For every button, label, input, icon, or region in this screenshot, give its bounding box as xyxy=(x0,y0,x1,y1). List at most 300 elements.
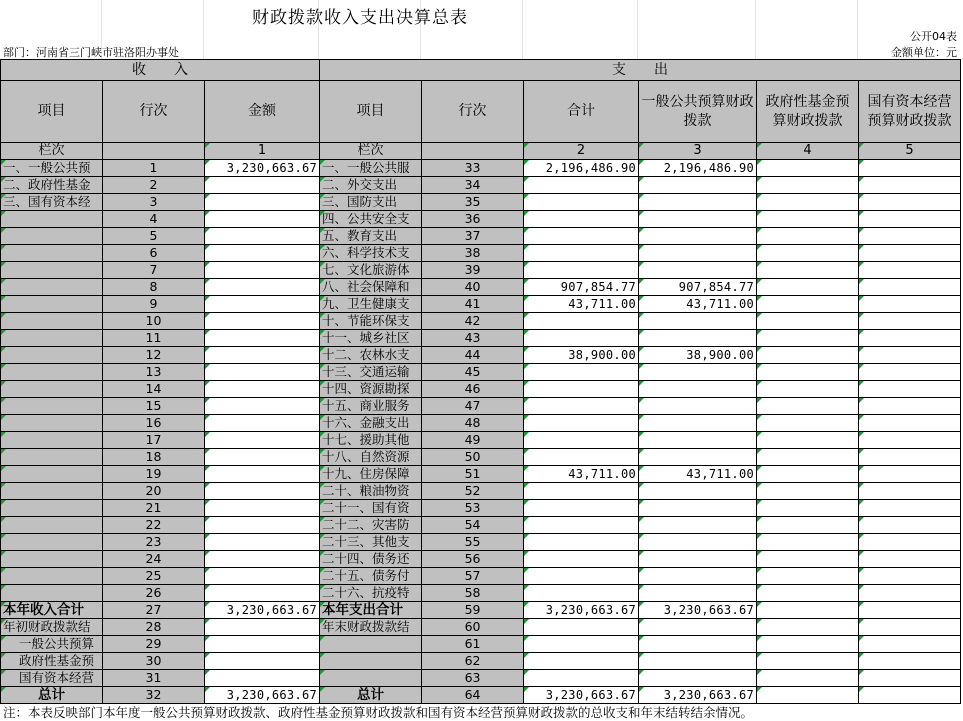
general-budget-amount-cell: 3,230,663.67 xyxy=(639,687,757,704)
income-amount-cell xyxy=(205,415,320,432)
table-row xyxy=(1,449,961,466)
total-amount-cell xyxy=(524,653,639,670)
income-line-cell: 23 xyxy=(103,534,205,551)
expense-line-cell: 51 xyxy=(422,466,524,483)
total-amount-cell xyxy=(524,619,639,636)
income-line-cell: 8 xyxy=(103,279,205,296)
general-budget-amount-cell xyxy=(639,415,757,432)
general-budget-amount-cell xyxy=(639,364,757,381)
income-line-cell: 6 xyxy=(103,245,205,262)
expense-item-cell: 六、科学技术支 xyxy=(320,245,422,262)
state-capital-amount-cell xyxy=(859,194,961,211)
gov-fund-amount-cell xyxy=(757,245,859,262)
income-amount-cell xyxy=(205,670,320,687)
table-row xyxy=(1,551,961,568)
expense-line-cell: 33 xyxy=(422,160,524,177)
total-amount-cell xyxy=(524,228,639,245)
state-capital-amount-cell xyxy=(859,211,961,228)
expense-item-cell: 五、教育支出 xyxy=(320,228,422,245)
expense-item-cell: 七、文化旅游体 xyxy=(320,262,422,279)
table-row xyxy=(1,364,961,381)
state-capital-amount-cell xyxy=(859,534,961,551)
table-row xyxy=(1,313,961,330)
income-line-cell: 12 xyxy=(103,347,205,364)
income-amount-cell xyxy=(205,432,320,449)
col-number-blank xyxy=(422,143,524,160)
income-item-cell xyxy=(1,483,103,500)
state-capital-amount-cell xyxy=(859,653,961,670)
income-line-cell: 31 xyxy=(103,670,205,687)
income-item-cell xyxy=(1,466,103,483)
income-line-cell: 7 xyxy=(103,262,205,279)
income-amount-cell xyxy=(205,279,320,296)
col-number-3: 3 xyxy=(639,143,757,160)
grid-line xyxy=(857,0,858,59)
expense-line-cell: 56 xyxy=(422,551,524,568)
report-title: 财政拨款收入支出决算总表 xyxy=(252,8,468,28)
income-amount-cell xyxy=(205,653,320,670)
expense-item-cell: 十二、农林水支 xyxy=(320,347,422,364)
grid-line xyxy=(203,0,204,59)
general-budget-amount-cell xyxy=(639,177,757,194)
income-amount-cell xyxy=(205,534,320,551)
expense-line-cell: 48 xyxy=(422,415,524,432)
income-line-cell: 5 xyxy=(103,228,205,245)
amount-unit: 金额单位：元 xyxy=(891,46,957,59)
table-row xyxy=(1,245,961,262)
table-row xyxy=(1,381,961,398)
income-line-cell: 18 xyxy=(103,449,205,466)
income-amount-cell: 3,230,663.67 xyxy=(205,160,320,177)
total-amount-cell: 2,196,486.90 xyxy=(524,160,639,177)
income-amount-cell xyxy=(205,262,320,279)
expense-item-cell: 十七、援助其他 xyxy=(320,432,422,449)
general-budget-amount-cell xyxy=(639,432,757,449)
income-amount-cell: 3,230,663.67 xyxy=(205,602,320,619)
income-line-cell: 30 xyxy=(103,653,205,670)
general-budget-amount-cell: 3,230,663.67 xyxy=(639,602,757,619)
table-row xyxy=(1,619,961,636)
grid-line xyxy=(522,0,523,59)
gov-fund-amount-cell xyxy=(757,228,859,245)
expense-line-cell: 61 xyxy=(422,636,524,653)
general-budget-amount-cell xyxy=(639,517,757,534)
total-amount-cell xyxy=(524,534,639,551)
income-item-cell xyxy=(1,228,103,245)
income-line-cell: 4 xyxy=(103,211,205,228)
expense-item-cell: 十五、商业服务 xyxy=(320,398,422,415)
expense-line-cell: 63 xyxy=(422,670,524,687)
income-amount-cell xyxy=(205,228,320,245)
col-header-expense-item: 项目 xyxy=(320,81,422,143)
expense-line-cell: 58 xyxy=(422,585,524,602)
income-item-cell: 政府性基金预 xyxy=(1,653,103,670)
state-capital-amount-cell xyxy=(859,330,961,347)
expense-line-cell: 57 xyxy=(422,568,524,585)
total-amount-cell xyxy=(524,568,639,585)
state-capital-amount-cell xyxy=(859,568,961,585)
expense-item-cell: 十、节能环保支 xyxy=(320,313,422,330)
total-amount-cell xyxy=(524,483,639,500)
gov-fund-amount-cell xyxy=(757,381,859,398)
expense-item-cell xyxy=(320,636,422,653)
expense-item-cell: 十九、住房保障 xyxy=(320,466,422,483)
form-code: 公开04表 xyxy=(910,30,957,43)
income-line-cell: 32 xyxy=(103,687,205,704)
state-capital-amount-cell xyxy=(859,670,961,687)
general-budget-amount-cell xyxy=(639,483,757,500)
expense-item-cell: 九、卫生健康支 xyxy=(320,296,422,313)
expense-line-cell: 53 xyxy=(422,500,524,517)
table-row xyxy=(1,585,961,602)
income-item-cell xyxy=(1,517,103,534)
col-number-blank xyxy=(103,143,205,160)
table-row xyxy=(1,670,961,687)
state-capital-amount-cell xyxy=(859,364,961,381)
col-header-gov-fund: 政府性基金预算财政拨款 xyxy=(757,81,859,143)
income-amount-cell xyxy=(205,551,320,568)
state-capital-amount-cell xyxy=(859,415,961,432)
expense-line-cell: 62 xyxy=(422,653,524,670)
income-item-cell xyxy=(1,432,103,449)
gov-fund-amount-cell xyxy=(757,534,859,551)
table-row xyxy=(1,568,961,585)
col-number-2: 2 xyxy=(524,143,639,160)
gov-fund-amount-cell xyxy=(757,398,859,415)
total-amount-cell xyxy=(524,313,639,330)
total-amount-cell xyxy=(524,381,639,398)
expense-line-cell: 38 xyxy=(422,245,524,262)
expense-line-cell: 59 xyxy=(422,602,524,619)
gov-fund-amount-cell xyxy=(757,585,859,602)
income-line-cell: 19 xyxy=(103,466,205,483)
expense-item-cell: 四、公共安全支 xyxy=(320,211,422,228)
general-budget-amount-cell xyxy=(639,670,757,687)
col-header-state-capital: 国有资本经营预算财政拨款 xyxy=(859,81,961,143)
income-amount-cell xyxy=(205,194,320,211)
general-budget-amount-cell xyxy=(639,313,757,330)
total-amount-cell xyxy=(524,415,639,432)
expense-item-cell: 二十二、灾害防 xyxy=(320,517,422,534)
income-item-cell: 总计 xyxy=(1,687,103,704)
col-number-5: 5 xyxy=(859,143,961,160)
gov-fund-amount-cell xyxy=(757,211,859,228)
state-capital-amount-cell xyxy=(859,636,961,653)
expense-item-cell: 十六、金融支出 xyxy=(320,415,422,432)
income-line-cell: 22 xyxy=(103,517,205,534)
expense-item-cell xyxy=(320,653,422,670)
table-row xyxy=(1,500,961,517)
total-amount-cell: 3,230,663.67 xyxy=(524,602,639,619)
expense-item-cell xyxy=(320,670,422,687)
total-amount-cell xyxy=(524,398,639,415)
expense-line-cell: 44 xyxy=(422,347,524,364)
expense-line-cell: 34 xyxy=(422,177,524,194)
income-amount-cell xyxy=(205,585,320,602)
total-amount-cell xyxy=(524,670,639,687)
general-budget-amount-cell xyxy=(639,449,757,466)
table-row xyxy=(1,347,961,364)
expense-line-cell: 49 xyxy=(422,432,524,449)
income-line-cell: 2 xyxy=(103,177,205,194)
income-line-cell: 25 xyxy=(103,568,205,585)
total-amount-cell xyxy=(524,449,639,466)
income-amount-cell xyxy=(205,568,320,585)
general-budget-amount-cell: 43,711.00 xyxy=(639,296,757,313)
general-budget-amount-cell xyxy=(639,330,757,347)
table-row xyxy=(1,483,961,500)
col-number-label: 栏次 xyxy=(320,143,422,160)
income-amount-cell xyxy=(205,398,320,415)
table-row xyxy=(1,602,961,619)
state-capital-amount-cell xyxy=(859,313,961,330)
expense-line-cell: 54 xyxy=(422,517,524,534)
expense-line-cell: 39 xyxy=(422,262,524,279)
gov-fund-amount-cell xyxy=(757,347,859,364)
expense-item-cell: 八、社会保障和 xyxy=(320,279,422,296)
expense-line-cell: 41 xyxy=(422,296,524,313)
state-capital-amount-cell xyxy=(859,245,961,262)
table-row xyxy=(1,279,961,296)
general-budget-amount-cell xyxy=(639,398,757,415)
gov-fund-amount-cell xyxy=(757,330,859,347)
general-budget-amount-cell: 38,900.00 xyxy=(639,347,757,364)
general-budget-amount-cell xyxy=(639,245,757,262)
income-line-cell: 3 xyxy=(103,194,205,211)
state-capital-amount-cell xyxy=(859,466,961,483)
income-item-cell xyxy=(1,313,103,330)
expense-line-cell: 60 xyxy=(422,619,524,636)
col-header-income-line: 行次 xyxy=(103,81,205,143)
general-budget-amount-cell xyxy=(639,194,757,211)
gov-fund-amount-cell xyxy=(757,551,859,568)
income-amount-cell xyxy=(205,466,320,483)
total-amount-cell xyxy=(524,636,639,653)
state-capital-amount-cell xyxy=(859,398,961,415)
department-label: 部门：河南省三门峡市驻洛阳办事处 xyxy=(3,46,179,59)
expense-line-cell: 43 xyxy=(422,330,524,347)
income-amount-cell xyxy=(205,619,320,636)
general-budget-amount-cell xyxy=(639,551,757,568)
expense-item-cell: 二十一、国有资 xyxy=(320,500,422,517)
expense-line-cell: 42 xyxy=(422,313,524,330)
income-item-cell: 一般公共预算 xyxy=(1,636,103,653)
general-budget-amount-cell xyxy=(639,534,757,551)
general-budget-amount-cell xyxy=(639,500,757,517)
general-budget-amount-cell: 2,196,486.90 xyxy=(639,160,757,177)
income-item-cell xyxy=(1,347,103,364)
income-item-cell: 国有资本经营 xyxy=(1,670,103,687)
general-budget-amount-cell xyxy=(639,636,757,653)
expense-line-cell: 45 xyxy=(422,364,524,381)
grid-line xyxy=(755,0,756,59)
income-item-cell xyxy=(1,381,103,398)
col-number-4: 4 xyxy=(757,143,859,160)
general-budget-amount-cell xyxy=(639,568,757,585)
general-budget-amount-cell: 43,711.00 xyxy=(639,466,757,483)
table-row xyxy=(1,228,961,245)
expense-item-cell: 本年支出合计 xyxy=(320,602,422,619)
grid-line xyxy=(637,0,638,59)
gov-fund-amount-cell xyxy=(757,670,859,687)
col-header-income-item: 项目 xyxy=(1,81,103,143)
gov-fund-amount-cell xyxy=(757,500,859,517)
table-row xyxy=(1,687,961,704)
table-row xyxy=(1,653,961,670)
table-row xyxy=(1,517,961,534)
general-budget-amount-cell xyxy=(639,381,757,398)
income-line-cell: 27 xyxy=(103,602,205,619)
expense-line-cell: 36 xyxy=(422,211,524,228)
table-row xyxy=(1,160,961,177)
expense-item-cell: 十三、交通运输 xyxy=(320,364,422,381)
table-row xyxy=(1,177,961,194)
gov-fund-amount-cell xyxy=(757,568,859,585)
expense-item-cell: 年末财政拨款结 xyxy=(320,619,422,636)
income-line-cell: 24 xyxy=(103,551,205,568)
col-header-total: 合计 xyxy=(524,81,639,143)
state-capital-amount-cell xyxy=(859,602,961,619)
gov-fund-amount-cell xyxy=(757,602,859,619)
income-line-cell: 10 xyxy=(103,313,205,330)
total-amount-cell: 43,711.00 xyxy=(524,296,639,313)
expense-item-cell: 二十四、债务还 xyxy=(320,551,422,568)
table-row xyxy=(1,296,961,313)
income-amount-cell xyxy=(205,636,320,653)
income-amount-cell xyxy=(205,347,320,364)
total-amount-cell xyxy=(524,551,639,568)
income-line-cell: 11 xyxy=(103,330,205,347)
expense-line-cell: 40 xyxy=(422,279,524,296)
income-amount-cell xyxy=(205,483,320,500)
total-amount-cell xyxy=(524,194,639,211)
gov-fund-amount-cell xyxy=(757,262,859,279)
total-amount-cell xyxy=(524,245,639,262)
gov-fund-amount-cell xyxy=(757,449,859,466)
income-item-cell: 一、一般公共预 xyxy=(1,160,103,177)
income-item-cell xyxy=(1,551,103,568)
total-amount-cell xyxy=(524,177,639,194)
income-item-cell xyxy=(1,296,103,313)
expense-item-cell: 二十五、债务付 xyxy=(320,568,422,585)
table-row xyxy=(1,194,961,211)
income-line-cell: 14 xyxy=(103,381,205,398)
state-capital-amount-cell xyxy=(859,279,961,296)
expense-item-cell: 十一、城乡社区 xyxy=(320,330,422,347)
state-capital-amount-cell xyxy=(859,262,961,279)
gov-fund-amount-cell xyxy=(757,517,859,534)
income-line-cell: 21 xyxy=(103,500,205,517)
income-amount-cell xyxy=(205,211,320,228)
col-number-label: 栏次 xyxy=(1,143,103,160)
income-item-cell xyxy=(1,364,103,381)
gov-fund-amount-cell xyxy=(757,466,859,483)
expense-item-cell: 十四、资源勘探 xyxy=(320,381,422,398)
table-row xyxy=(1,534,961,551)
state-capital-amount-cell xyxy=(859,500,961,517)
table-row xyxy=(1,398,961,415)
expense-item-cell: 十八、自然资源 xyxy=(320,449,422,466)
state-capital-amount-cell xyxy=(859,177,961,194)
income-item-cell xyxy=(1,211,103,228)
income-amount-cell xyxy=(205,245,320,262)
income-amount-cell xyxy=(205,517,320,534)
income-item-cell xyxy=(1,500,103,517)
state-capital-amount-cell xyxy=(859,551,961,568)
expense-section-header: 支 出 xyxy=(320,60,961,81)
total-amount-cell xyxy=(524,432,639,449)
table-row xyxy=(1,330,961,347)
income-amount-cell: 3,230,663.67 xyxy=(205,687,320,704)
total-amount-cell xyxy=(524,330,639,347)
table-row xyxy=(1,211,961,228)
income-item-cell xyxy=(1,330,103,347)
income-item-cell xyxy=(1,585,103,602)
income-item-cell xyxy=(1,262,103,279)
income-amount-cell xyxy=(205,330,320,347)
expense-line-cell: 52 xyxy=(422,483,524,500)
gov-fund-amount-cell xyxy=(757,279,859,296)
state-capital-amount-cell xyxy=(859,347,961,364)
income-section-header: 收 入 xyxy=(1,60,320,81)
expense-line-cell: 46 xyxy=(422,381,524,398)
gov-fund-amount-cell xyxy=(757,313,859,330)
income-item-cell xyxy=(1,449,103,466)
gov-fund-amount-cell xyxy=(757,194,859,211)
table-row xyxy=(1,262,961,279)
income-item-cell: 三、国有资本经 xyxy=(1,194,103,211)
general-budget-amount-cell xyxy=(639,585,757,602)
general-budget-amount-cell xyxy=(639,228,757,245)
finance-table xyxy=(0,59,961,704)
income-item-cell xyxy=(1,568,103,585)
income-item-cell: 本年收入合计 xyxy=(1,602,103,619)
state-capital-amount-cell xyxy=(859,619,961,636)
expense-item-cell: 二十、粮油物资 xyxy=(320,483,422,500)
state-capital-amount-cell xyxy=(859,432,961,449)
gov-fund-amount-cell xyxy=(757,432,859,449)
expense-line-cell: 35 xyxy=(422,194,524,211)
total-amount-cell: 907,854.77 xyxy=(524,279,639,296)
state-capital-amount-cell xyxy=(859,381,961,398)
income-amount-cell xyxy=(205,381,320,398)
total-amount-cell xyxy=(524,262,639,279)
income-line-cell: 13 xyxy=(103,364,205,381)
income-line-cell: 28 xyxy=(103,619,205,636)
table-row xyxy=(1,636,961,653)
table-footnote: 注：本表反映部门本年度一般公共预算财政拨款、政府性基金预算财政拨款和国有资本经营预算财政拨款的总收支和年末结转结余情况。 xyxy=(3,705,754,720)
income-item-cell: 二、政府性基金 xyxy=(1,177,103,194)
gov-fund-amount-cell xyxy=(757,636,859,653)
gov-fund-amount-cell xyxy=(757,296,859,313)
total-amount-cell xyxy=(524,500,639,517)
state-capital-amount-cell xyxy=(859,483,961,500)
expense-item-cell: 二、外交支出 xyxy=(320,177,422,194)
income-line-cell: 29 xyxy=(103,636,205,653)
expense-item-cell: 三、国防支出 xyxy=(320,194,422,211)
income-item-cell xyxy=(1,398,103,415)
total-amount-cell xyxy=(524,211,639,228)
gov-fund-amount-cell xyxy=(757,177,859,194)
col-header-expense-line: 行次 xyxy=(422,81,524,143)
state-capital-amount-cell xyxy=(859,228,961,245)
expense-line-cell: 50 xyxy=(422,449,524,466)
income-item-cell xyxy=(1,245,103,262)
table-row xyxy=(1,415,961,432)
table-row xyxy=(1,466,961,483)
gov-fund-amount-cell xyxy=(757,364,859,381)
income-line-cell: 17 xyxy=(103,432,205,449)
